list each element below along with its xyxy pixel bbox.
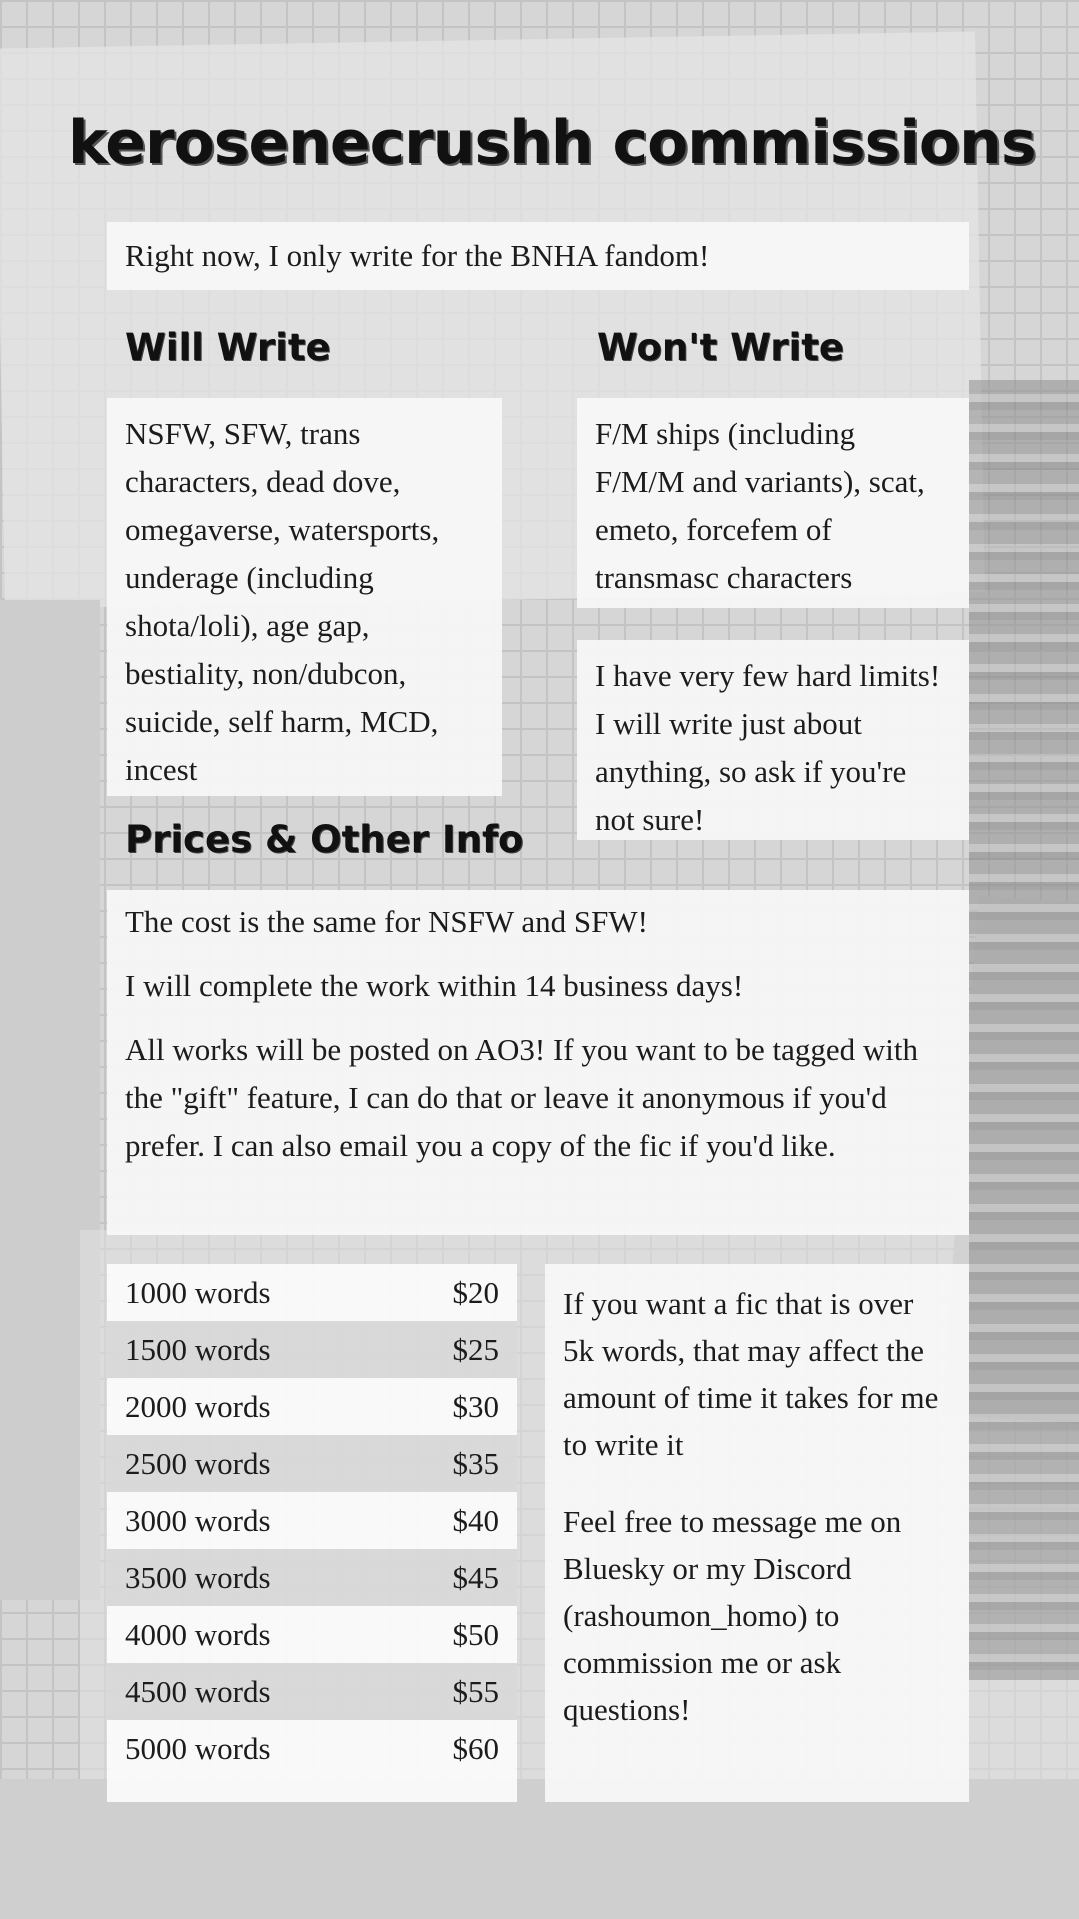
- hard-limits-note: I have very few hard limits! I will write just about anything, so ask if you're not sure!: [577, 640, 969, 840]
- price: $25: [452, 1331, 499, 1367]
- cost-note: The cost is the same for NSFW and SFW!: [125, 904, 648, 939]
- price: $20: [452, 1274, 499, 1310]
- page-title: kerosenecrushh commissions: [68, 108, 1036, 178]
- prices-info-heading: Prices & Other Info: [125, 818, 524, 861]
- word-count: 2500 words: [125, 1445, 271, 1481]
- word-count: 1500 words: [125, 1331, 271, 1367]
- price-row: [107, 1720, 517, 1777]
- price: $35: [452, 1445, 499, 1481]
- word-count: 3500 words: [125, 1559, 271, 1595]
- word-count: 1000 words: [125, 1274, 271, 1310]
- price: $45: [452, 1559, 499, 1595]
- price: $55: [452, 1673, 499, 1709]
- price-row: [107, 1492, 517, 1549]
- side-notes: [545, 1264, 969, 1802]
- price-row: [107, 1549, 517, 1606]
- word-count: 3000 words: [125, 1502, 271, 1538]
- info-box: [107, 890, 969, 1235]
- timeline-note: I will complete the work within 14 business days!: [125, 968, 744, 1003]
- contact-note: Feel free to message me on Bluesky or my Discord (rashoumon_homo) to commission me or ask questions!: [563, 1504, 902, 1727]
- posting-note: All works will be posted on AO3! If you want to be tagged with the "gift" feature, I can do that or leave it anonymous if you'd prefer. I can also email you a copy of the fic if you'd like.: [125, 1032, 918, 1163]
- ink-splatter: [969, 380, 1079, 1680]
- price-row: [107, 1378, 517, 1435]
- word-count: 4000 words: [125, 1616, 271, 1652]
- price: $60: [452, 1730, 499, 1766]
- price-row: [107, 1264, 517, 1321]
- price-row: [107, 1321, 517, 1378]
- will-write-heading: Will Write: [125, 326, 331, 369]
- price-row: [107, 1435, 517, 1492]
- wont-write-heading: Won't Write: [597, 326, 845, 369]
- price: $50: [452, 1616, 499, 1652]
- price-table-footer: [107, 1777, 517, 1802]
- over-5k-note: If you want a fic that is over 5k words, that may affect the amount of time it takes for me to write it: [563, 1286, 939, 1462]
- word-count: 5000 words: [125, 1730, 271, 1766]
- price-row: [107, 1663, 517, 1720]
- price: $40: [452, 1502, 499, 1538]
- price-row: [107, 1606, 517, 1663]
- fandom-note: Right now, I only write for the BNHA fandom!: [107, 222, 969, 290]
- word-count: 2000 words: [125, 1388, 271, 1424]
- price-table: [107, 1264, 517, 1777]
- price: $30: [452, 1388, 499, 1424]
- will-write-list: NSFW, SFW, trans characters, dead dove, omegaverse, watersports, underage (including shota/loli), age gap, bestiality, non/dubcon, suicide, self harm, MCD, incest: [107, 398, 502, 796]
- word-count: 4500 words: [125, 1673, 271, 1709]
- wont-write-list: F/M ships (including F/M/M and variants), scat, emeto, forcefem of transmasc characters: [577, 398, 969, 608]
